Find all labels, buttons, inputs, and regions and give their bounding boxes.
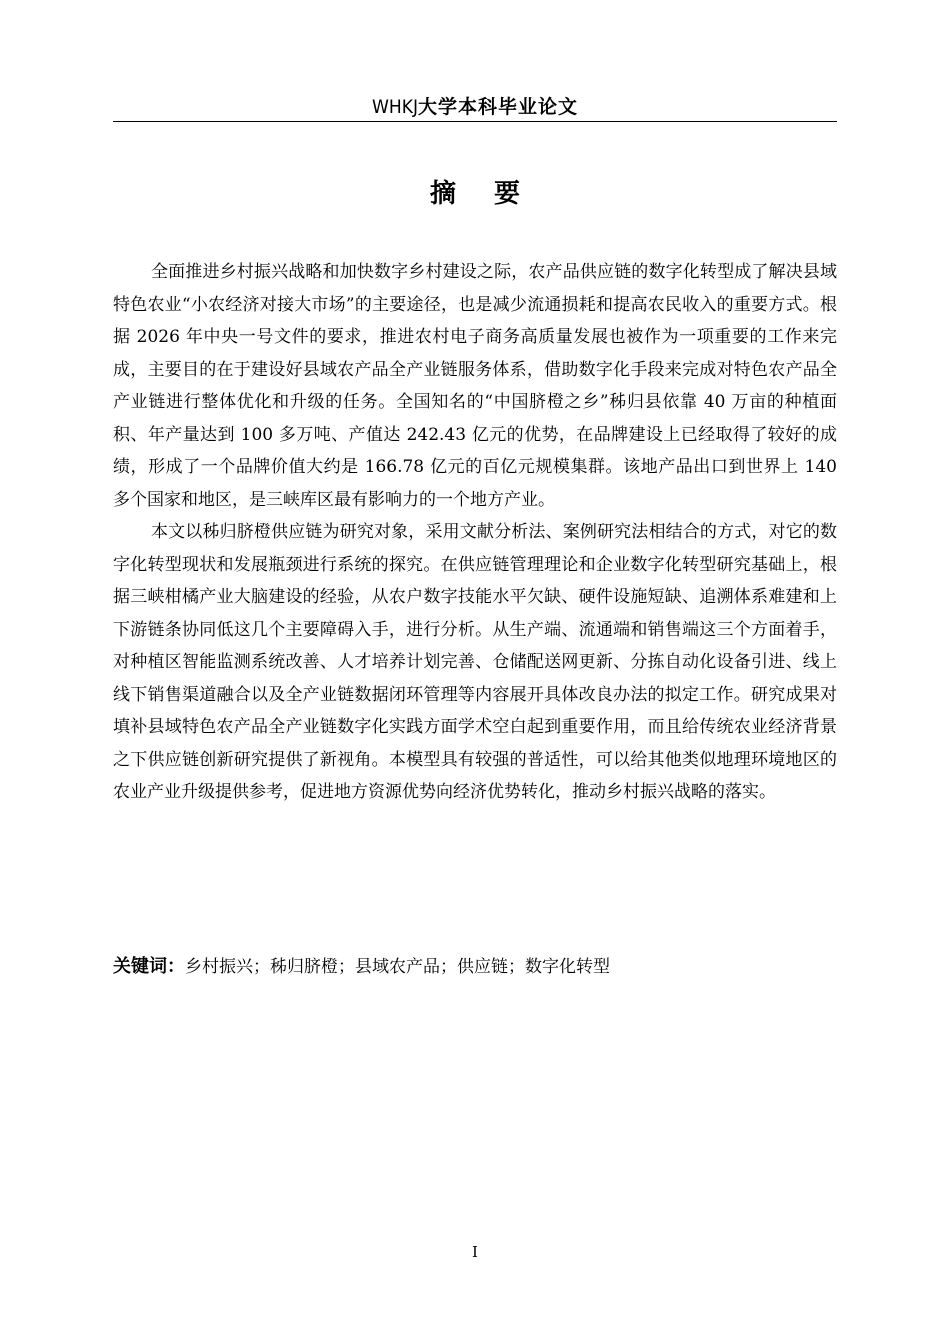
abstract-body	[113, 256, 837, 809]
abstract-heading: 摘要	[429, 179, 558, 209]
page-number: I	[472, 1243, 478, 1261]
abstract-paragraph-1: 全面推进乡村振兴战略和加快数字乡村建设之际，农产品供应链的数字化转型成了解决县域特色农业“小农经济对接大市场”的主要途径，也是减少流通损耗和提高农民收入的重要方式。根据 2026 年中央一号文件的要求，推进农村电子商务高质量发展也被作为一项重要的工作来完成，主要目的在于建设好县域农产品全产业链服务体系，借助数字化手段来完成对特色农产品全产业链进行整体优化和升级的任务。全国知名的“中国脐橙之乡”秭归县依靠 40 万亩的种植面积、年产量达到 100 多万吨、产值达 242.43 亿元的优势，在品牌建设上已经取得了较好的成绩，形成了一个品牌价值大约是 166.78 亿元的百亿元规模集群。该地产品出口到世界上 140 多个国家和地区，是三峡库区最有影响力的一个地方产业。	[113, 262, 837, 510]
header-title: 大学本科毕业论文	[418, 96, 579, 118]
header-latin-text: WHKJ	[371, 96, 418, 118]
abstract-paragraph-2: 本文以秭归脐橙供应链为研究对象，采用文献分析法、案例研究法相结合的方式，对它的数字化转型现状和发展瓶颈进行系统的探究。在供应链管理理论和企业数字化转型研究基础上，根据三峡柑橘产业大脑建设的经验，从农户数字技能水平欠缺、硬件设施短缺、追溯体系难建和上下游链条协同低这几个主要障碍入手，进行分析。从生产端、流通端和销售端这三个方面着手，对种植区智能监测系统改善、人才培养计划完善、仓储配送网更新、分拣自动化设备引进、线上线下销售渠道融合以及全产业链数据闭环管理等内容展开具体改良办法的拟定工作。研究成果对填补县域特色农产品全产业链数字化实践方面学术空白起到重要作用，而且给传统农业经济背景之下供应链创新研究提供了新视角。本模型具有较强的普适性，可以给其他类似地理环境地区的农业产业升级提供参考，促进地方资源优势向经济优势转化，推动乡村振兴战略的落实。	[113, 522, 837, 802]
keywords-value: 乡村振兴；秭归脐橙；县域农产品；供应链；数字化转型	[185, 957, 610, 977]
page-header	[113, 92, 837, 122]
keywords-label: 关键词：	[113, 956, 185, 977]
header-divider	[113, 121, 837, 122]
keywords-line	[113, 952, 837, 982]
